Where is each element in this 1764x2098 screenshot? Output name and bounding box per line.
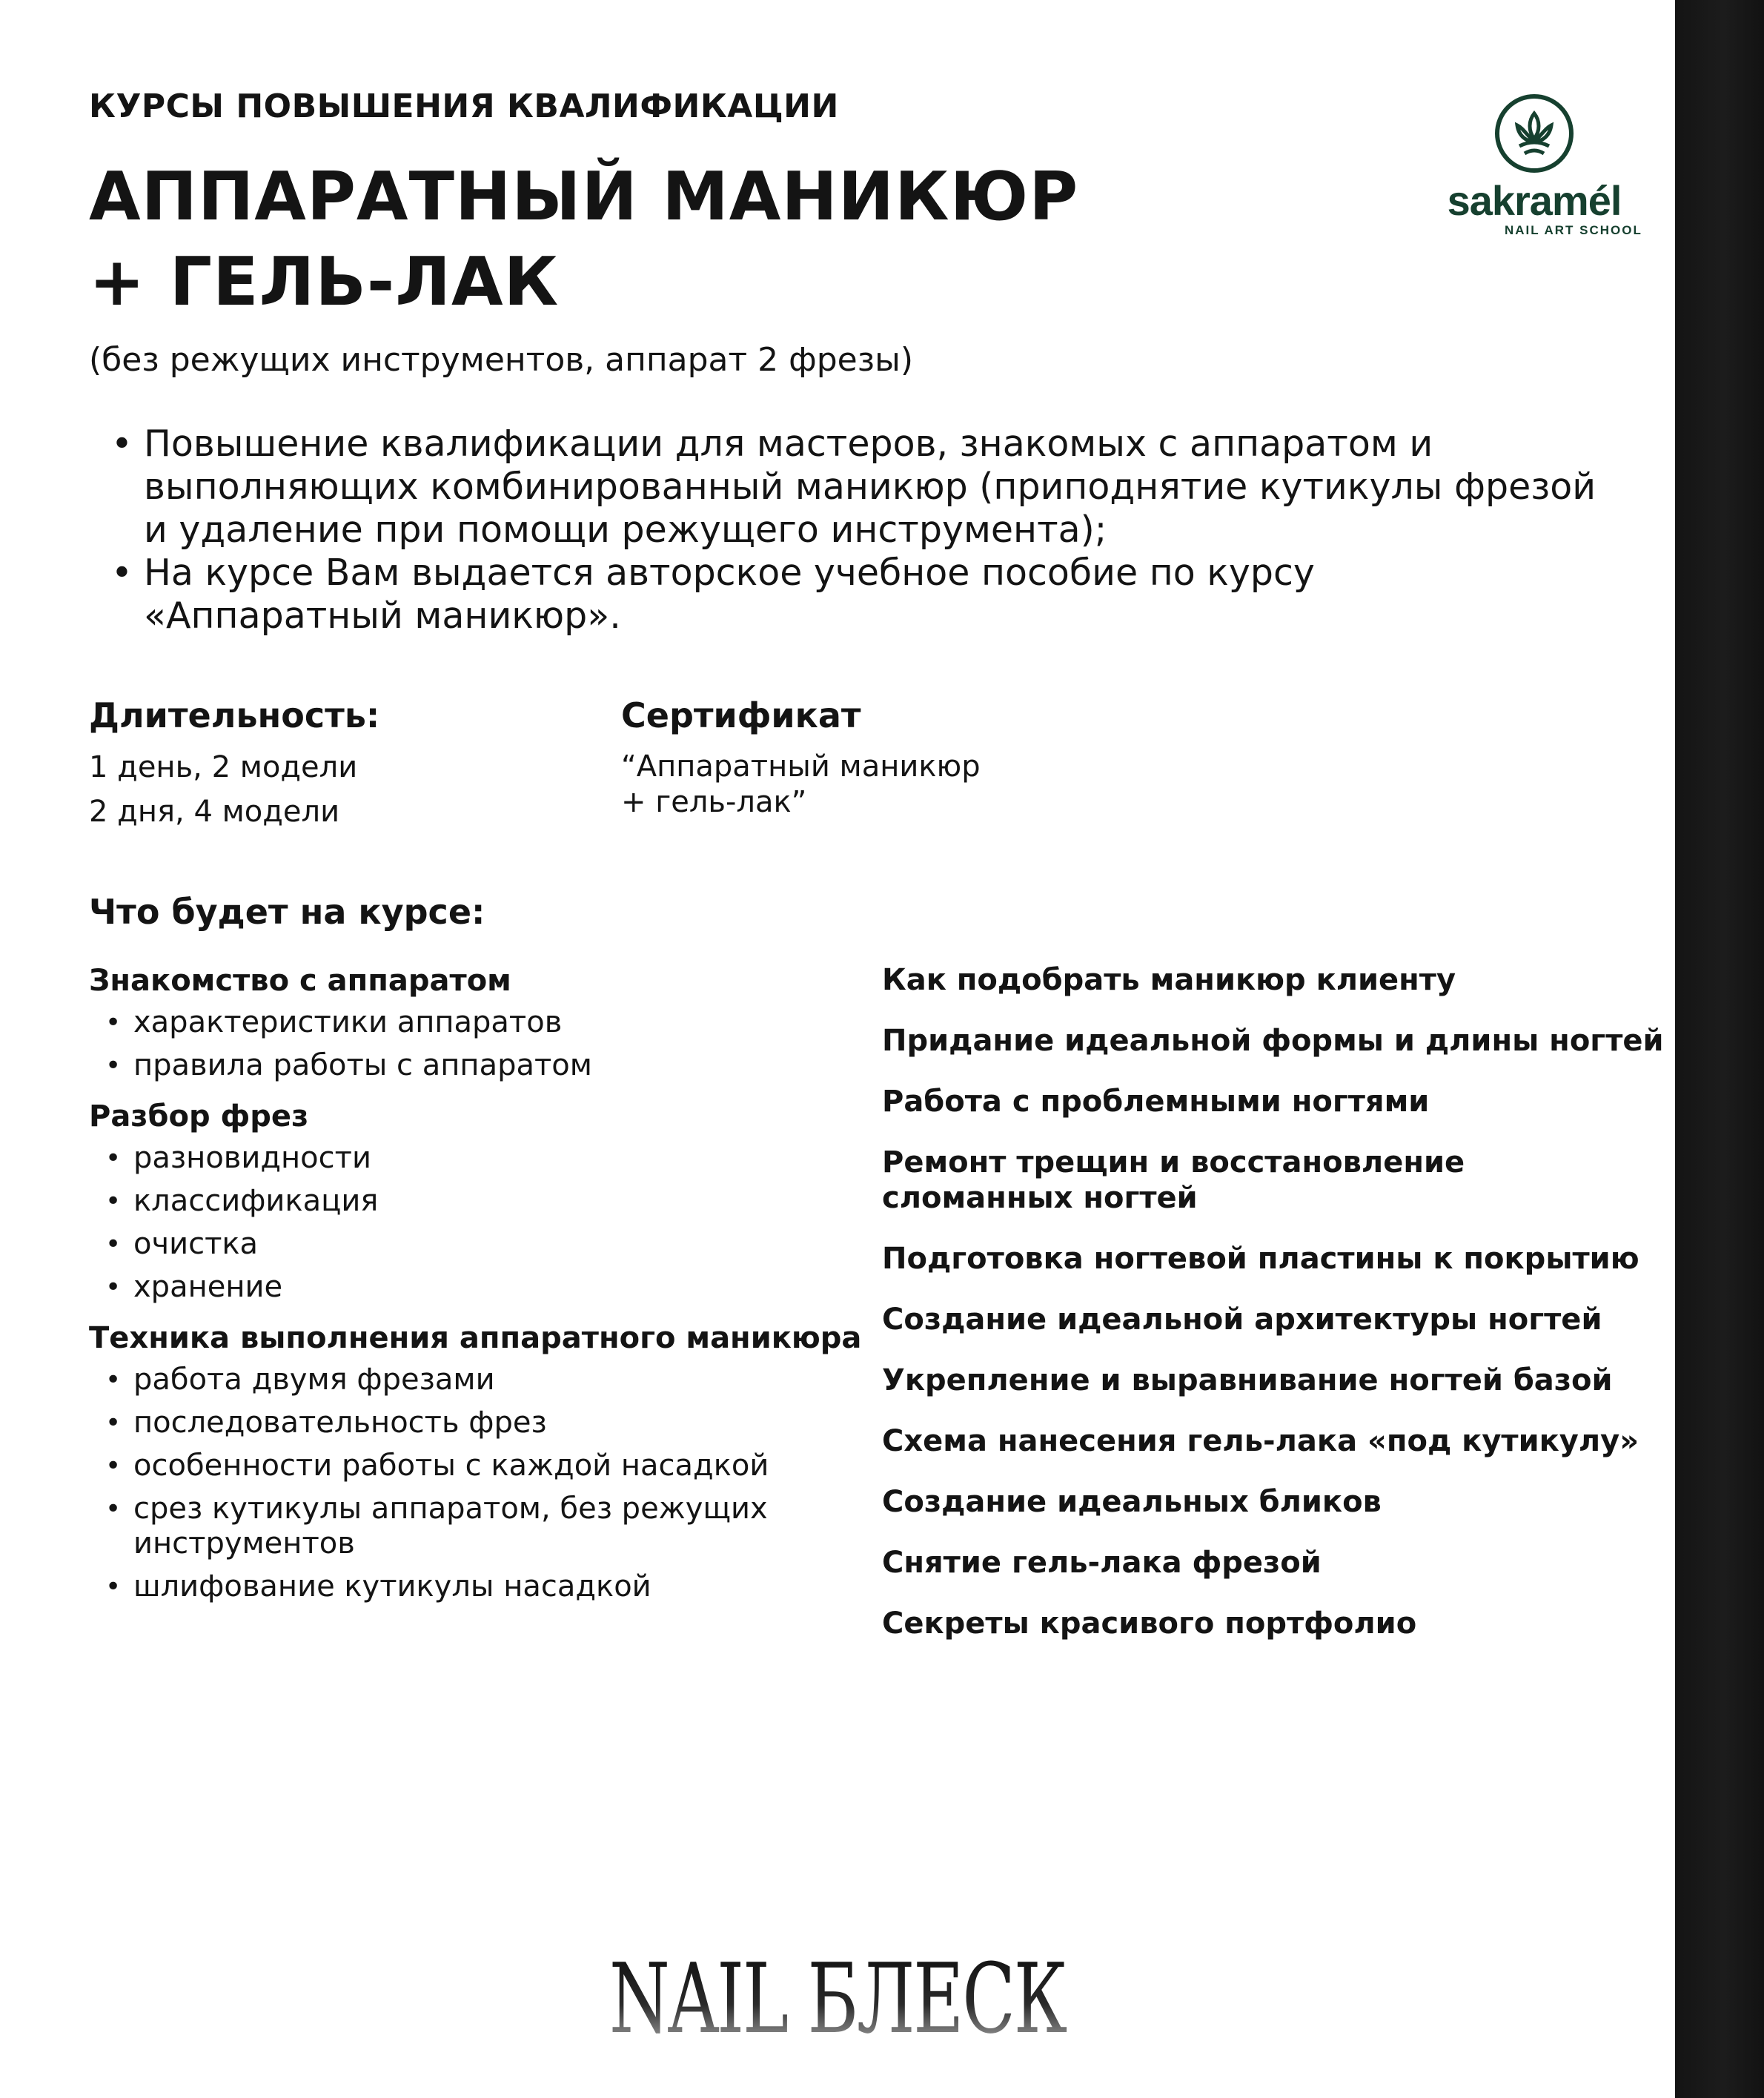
bullet: • <box>105 1007 122 1038</box>
duration-option: 2 дня, 4 модели <box>89 795 340 829</box>
list-item <box>105 1048 867 1083</box>
lotus-icon <box>1493 93 1575 174</box>
program-right-column <box>882 962 1668 1667</box>
list-item <box>105 1492 867 1561</box>
intro-item <box>111 552 1616 638</box>
topic-item: Работа с проблемными ногтями <box>882 1085 1430 1119</box>
footer-brand: NAIL БЛЕСК <box>234 1942 1440 2055</box>
topic-item <box>882 1145 1668 1216</box>
right-edge-bar <box>1675 0 1764 2098</box>
duration-label: Длительность: <box>89 695 380 735</box>
certificate-line: + гель-лак” <box>621 785 807 819</box>
section-list <box>105 1363 867 1604</box>
list-item <box>105 1363 867 1397</box>
bullet: • <box>105 1408 122 1438</box>
list-item-text: особенности работы с каждой насадкой <box>133 1449 769 1483</box>
bullet: • <box>105 1272 122 1303</box>
title-line-2: + ГЕЛЬ-ЛАК <box>89 243 560 321</box>
list-item-text: срез кутикулы аппаратом, без режущих <box>133 1492 768 1526</box>
section-list <box>105 1141 867 1305</box>
eyebrow: КУРСЫ ПОВЫШЕНИЯ КВАЛИФИКАЦИИ <box>89 87 839 125</box>
topic-item: Схема нанесения гель-лака «под кутикулу» <box>882 1424 1639 1458</box>
list-item-text: инструментов <box>133 1526 355 1561</box>
list-item <box>105 1449 867 1483</box>
intro-line: и удаление при помощи режущего инструмента); <box>144 509 1107 551</box>
program-heading: Что будет на курсе: <box>89 892 485 932</box>
topic-item: Как подобрать маникюр клиенту <box>882 963 1456 997</box>
subtitle: (без режущих инструментов, аппарат 2 фрезы) <box>89 341 914 379</box>
list-item <box>105 1406 867 1440</box>
bullet: • <box>105 1229 122 1260</box>
bullet: • <box>105 1143 122 1174</box>
topic-item: Создание идеальной архитектуры ногтей <box>882 1303 1602 1337</box>
intro-line: выполняющих комбинированный маникюр (приподнятие кутикулы фрезой <box>144 466 1596 508</box>
topic-item: Создание идеальных бликов <box>882 1485 1382 1519</box>
certificate-text <box>621 749 981 820</box>
list-item-text: работа двумя фрезами <box>133 1363 495 1397</box>
topic-item: Снятие гель-лака фрезой <box>882 1546 1322 1580</box>
topic-item: Укрепление и выравнивание ногтей базой <box>882 1363 1613 1397</box>
list-item-text: характеристики аппаратов <box>133 1005 563 1039</box>
list-item <box>105 1184 867 1219</box>
list-item-text: разновидности <box>133 1141 371 1175</box>
school-logo <box>1423 93 1645 241</box>
bullet: • <box>105 1572 122 1602</box>
bullet: • <box>111 423 133 465</box>
list-item-text: классификация <box>133 1184 379 1218</box>
title-line-1: АППАРАТНЫЙ МАНИКЮР <box>89 158 1079 236</box>
list-item <box>105 1141 867 1176</box>
duration-option: 1 день, 2 модели <box>89 750 358 784</box>
section-title: Разбор фрез <box>89 1099 309 1134</box>
list-item-text: очистка <box>133 1227 259 1261</box>
list-item <box>105 1227 867 1262</box>
certificate-line: “Аппаратный маникюр <box>621 749 981 784</box>
list-item-text: правила работы с аппаратом <box>133 1048 592 1082</box>
intro-list <box>111 423 1616 638</box>
bullet: • <box>105 1186 122 1217</box>
bullet: • <box>111 552 133 594</box>
intro-line: На курсе Вам выдается авторское учебное пособие по курсу <box>144 552 1315 594</box>
list-item <box>105 1270 867 1305</box>
bullet: • <box>105 1451 122 1481</box>
intro-line: «Аппаратный маникюр». <box>144 595 621 637</box>
list-item <box>105 1569 867 1604</box>
list-item <box>105 1005 867 1040</box>
bullet: • <box>105 1365 122 1395</box>
logo-name: sakramél <box>1447 177 1622 224</box>
topic-line: сломанных ногтей <box>882 1181 1198 1215</box>
section-title: Техника выполнения аппаратного маникюра <box>89 1321 862 1355</box>
topic-item: Секреты красивого портфолио <box>882 1606 1417 1641</box>
program-left-column <box>89 962 867 1619</box>
list-item-text: последовательность фрез <box>133 1406 547 1440</box>
section-title: Знакомство с аппаратом <box>89 964 511 998</box>
page-title <box>89 154 1078 325</box>
list-item-text: хранение <box>133 1270 283 1304</box>
topic-item: Подготовка ногтевой пластины к покрытию <box>882 1242 1639 1276</box>
topic-item: Придание идеальной формы и длины ногтей <box>882 1024 1664 1058</box>
bullet: • <box>105 1050 122 1081</box>
section-list <box>105 1005 867 1083</box>
list-item-text: шлифование кутикулы насадкой <box>133 1569 651 1604</box>
intro-item <box>111 423 1616 552</box>
logo-sub: NAIL ART SCHOOL <box>1505 223 1642 237</box>
topic-line: Ремонт трещин и восстановление <box>882 1145 1465 1179</box>
bullet: • <box>105 1494 122 1524</box>
certificate-label: Сертификат <box>621 695 861 735</box>
intro-line: Повышение квалификации для мастеров, знакомых с аппаратом и <box>144 423 1433 465</box>
